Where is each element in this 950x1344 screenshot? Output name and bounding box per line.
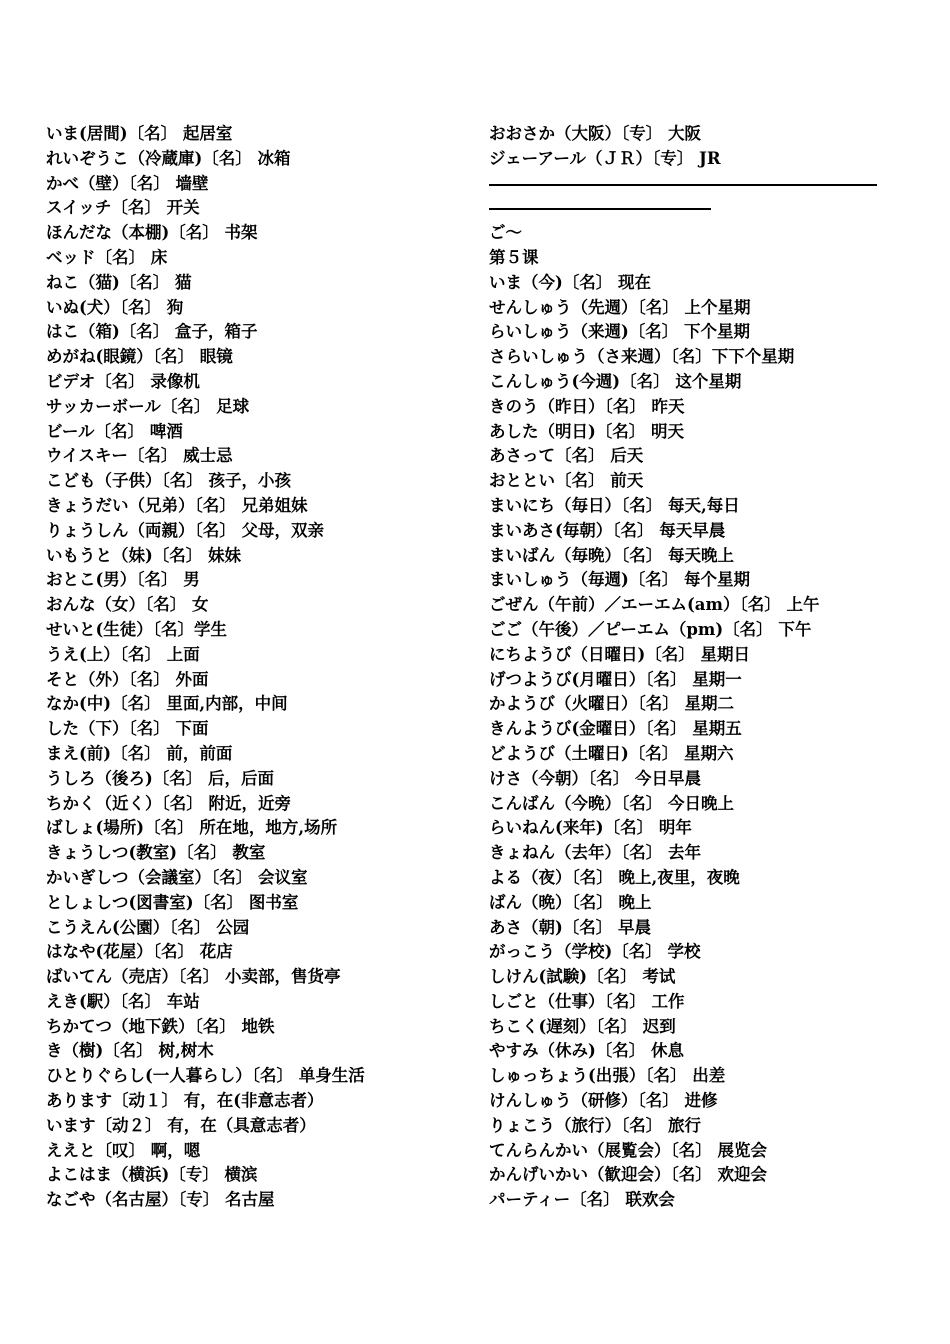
vocab-entry: います〔动２〕 有，在（具意志者）: [46, 1115, 316, 1135]
vocab-entry: かんげいかい（歓迎会）〔名〕 欢迎会: [489, 1165, 767, 1185]
vocab-entry: にちようび（日曜日)〔名〕 星期日: [489, 644, 751, 664]
vocab-entry: まいにち（毎日）〔名〕 每天,每日: [489, 495, 740, 515]
vocab-entry: あさって〔名〕 后天: [489, 446, 644, 466]
vocab-entry: げつようび(月曜日）〔名〕 星期一: [489, 669, 742, 689]
vocab-entry: サッカーボール〔名〕 足球: [46, 396, 250, 416]
vocab-entry: ねこ（猫)〔名〕 猫: [46, 272, 192, 292]
vocab-entry: こども（子供）〔名〕 孩子，小孩: [46, 471, 291, 491]
section-marker: ご～: [489, 223, 522, 243]
vocab-entry: せいと(生徒）〔名〕学生: [46, 619, 228, 639]
vocab-entry: はなや(花屋）〔名〕 花店: [46, 942, 233, 962]
separator-line-segment: [489, 184, 877, 186]
vocab-entry: けんしゅう（研修）〔名〕 进修: [489, 1091, 718, 1111]
vocab-entry: ええと〔叹〕 啊，嗯: [46, 1140, 201, 1160]
vocab-entry: こんばん（今晩）〔名〕 今日晚上: [489, 793, 734, 813]
separator-line-segment: [489, 208, 711, 210]
vocab-entry: うえ(上）〔名〕 上面: [46, 644, 200, 664]
vocab-entry: いぬ(犬）〔名〕 狗: [46, 297, 184, 317]
vocab-entry: えき(駅）〔名〕 车站: [46, 991, 200, 1011]
vocab-entry: ごぜん（午前）／エーエム(am）〔名〕 上午: [489, 595, 820, 615]
vocab-entry: ごご（午後）／ピーエム（pm)〔名〕 下午: [489, 619, 812, 639]
vocab-entry: ちかく（近く）〔名〕 附近，近旁: [46, 793, 291, 813]
vocab-entry: しごと（仕事）〔名〕 工作: [489, 991, 685, 1011]
vocab-entry: いま(居間)〔名〕 起居室: [46, 124, 233, 143]
vocab-entry: あります〔动１〕 有，在(非意志者）: [46, 1091, 324, 1111]
vocab-entry: こうえん(公園）〔名〕 公园: [46, 917, 250, 937]
vocab-entry: よこはま（横浜)〔专〕 横滨: [46, 1165, 258, 1185]
vocab-entry: らいしゅう（来週)〔名〕 下个星期: [489, 322, 751, 342]
vocab-entry: ベッド〔名〕 床: [46, 247, 168, 267]
vocab-entry: ばん（晩）〔名〕 晚上: [489, 892, 652, 912]
separator-line: [489, 196, 889, 221]
vocab-entry: まいばん（毎晩）〔名〕 每天晚上: [489, 545, 734, 565]
vocab-entry: きのう（昨日）〔名〕 昨天: [489, 396, 685, 416]
vocab-entry: ビデオ〔名〕 录像机: [46, 371, 200, 391]
vocab-entry: がっこう（学校)〔名〕 学校: [489, 942, 701, 962]
left-column: [46, 122, 466, 1213]
vocab-entry: まいしゅう（毎週)〔名〕 每个星期: [489, 570, 751, 590]
vocab-entry: ひとりぐらし(一人暮らし）〔名〕 单身生活: [46, 1066, 365, 1086]
vocab-entry: ばいてん（売店）〔名〕 小卖部，售货亭: [46, 967, 341, 987]
vocab-entry: けさ（今朝）〔名〕 今日早晨: [489, 768, 701, 788]
vocab-entry: うしろ（後ろ)〔名〕 后，后面: [46, 768, 275, 788]
vocab-entry: かいぎしつ（会議室）〔名〕 会议室: [46, 867, 308, 887]
vocab-entry: おとこ(男）〔名〕 男: [46, 570, 200, 590]
vocab-entry: きょうだい（兄弟）〔名〕 兄弟姐妹: [46, 495, 308, 515]
vocab-entry: ちこく(遅刻）〔名〕 迟到: [489, 1016, 676, 1036]
vocab-entry: ウイスキー〔名〕 威士忌: [46, 446, 233, 466]
vocab-entry: ジェーアール（ＪＲ）〔专〕 JR: [489, 148, 721, 168]
vocab-entry: しゅっちょう(出張）〔名〕 出差: [489, 1066, 726, 1086]
vocab-entry: なか(中)〔名〕 里面,内部，中间: [46, 694, 288, 714]
vocab-entry: ちかてつ（地下鉄）〔名〕 地铁: [46, 1016, 275, 1036]
vocab-entry: さらいしゅう（さ来週）〔名〕下下个星期: [489, 347, 795, 367]
vocab-entry: きんようび(金曜日）〔名〕 星期五: [489, 719, 742, 739]
vocab-entry: らいねん(来年)〔名〕 明年: [489, 818, 692, 838]
vocab-entry: おととい〔名〕 前天: [489, 471, 644, 491]
vocab-entry: あさ（朝)〔名〕 早晨: [489, 917, 652, 937]
right-column: [489, 122, 889, 1213]
vocab-entry: としょしつ(図書室)〔名〕 图书室: [46, 892, 299, 912]
separator-line: [489, 172, 889, 197]
vocab-entry: おんな（女）〔名〕 女: [46, 595, 209, 615]
vocab-entry: きょうしつ(教室)〔名〕 教室: [46, 843, 266, 863]
vocab-entry: ばしょ(場所)〔名〕 所在地，地方,场所: [46, 818, 338, 838]
vocab-entry: ビール〔名〕 啤酒: [46, 421, 183, 441]
vocab-entry: スイッチ〔名〕 开关: [46, 198, 200, 218]
vocab-entry: かべ（壁）〔名〕 墙壁: [46, 173, 209, 193]
vocab-entry: きょねん（去年）〔名〕 去年: [489, 843, 701, 863]
vocab-entry: き（樹)〔名〕 树,树木: [46, 1041, 214, 1061]
vocab-entry: どようび（土曜日)〔名〕 星期六: [489, 743, 734, 763]
vocab-entry: なごや（名古屋）〔专〕 名古屋: [46, 1190, 275, 1210]
vocab-entry: やすみ（休み)〔名〕 休息: [489, 1041, 685, 1061]
vocab-entry: いもうと（妹)〔名〕 妹妹: [46, 545, 242, 565]
vocab-entry: てんらんかい（展覧会）〔名〕 展览会: [489, 1140, 767, 1160]
vocab-entry: パーティー〔名〕 联欢会: [489, 1190, 675, 1210]
vocab-entry: あした（明日)〔名〕 明天: [489, 421, 685, 441]
vocab-entry: りょこう（旅行）〔名〕 旅行: [489, 1115, 701, 1135]
vocab-entry: れいぞうこ（冷蔵庫)〔名〕 冰箱: [46, 148, 291, 168]
vocab-entry: りょうしん（両親）〔名〕 父母，双亲: [46, 520, 324, 540]
lesson-heading: 第５课: [489, 247, 539, 267]
vocab-entry: した（下）〔名〕 下面: [46, 719, 209, 739]
vocab-entry: せんしゅう（先週）〔名〕 上个星期: [489, 297, 751, 317]
vocab-entry: まいあさ(毎朝）〔名〕 每天早晨: [489, 520, 726, 540]
vocab-entry: いま（今)〔名〕 现在: [489, 272, 652, 292]
vocab-entry: しけん(試験)〔名〕 考试: [489, 967, 676, 987]
vocab-entry: ほんだな（本棚)〔名〕 书架: [46, 223, 258, 243]
vocab-entry: かようび（火曜日）〔名〕 星期二: [489, 694, 734, 714]
vocab-entry: そと（外）〔名〕 外面: [46, 669, 209, 689]
vocab-entry: はこ（箱)〔名〕 盒子，箱子: [46, 322, 258, 342]
vocab-entry: こんしゅう(今週)〔名〕 这个星期: [489, 371, 742, 391]
vocab-entry: よる（夜）〔名〕 晚上,夜里，夜晚: [489, 867, 740, 887]
vocab-entry: まえ(前)〔名〕 前，前面: [46, 743, 233, 763]
vocab-entry: おおさか（大阪）〔专〕 大阪: [489, 124, 701, 143]
vocab-entry: めがね(眼鏡）〔名〕 眼镜: [46, 347, 233, 367]
